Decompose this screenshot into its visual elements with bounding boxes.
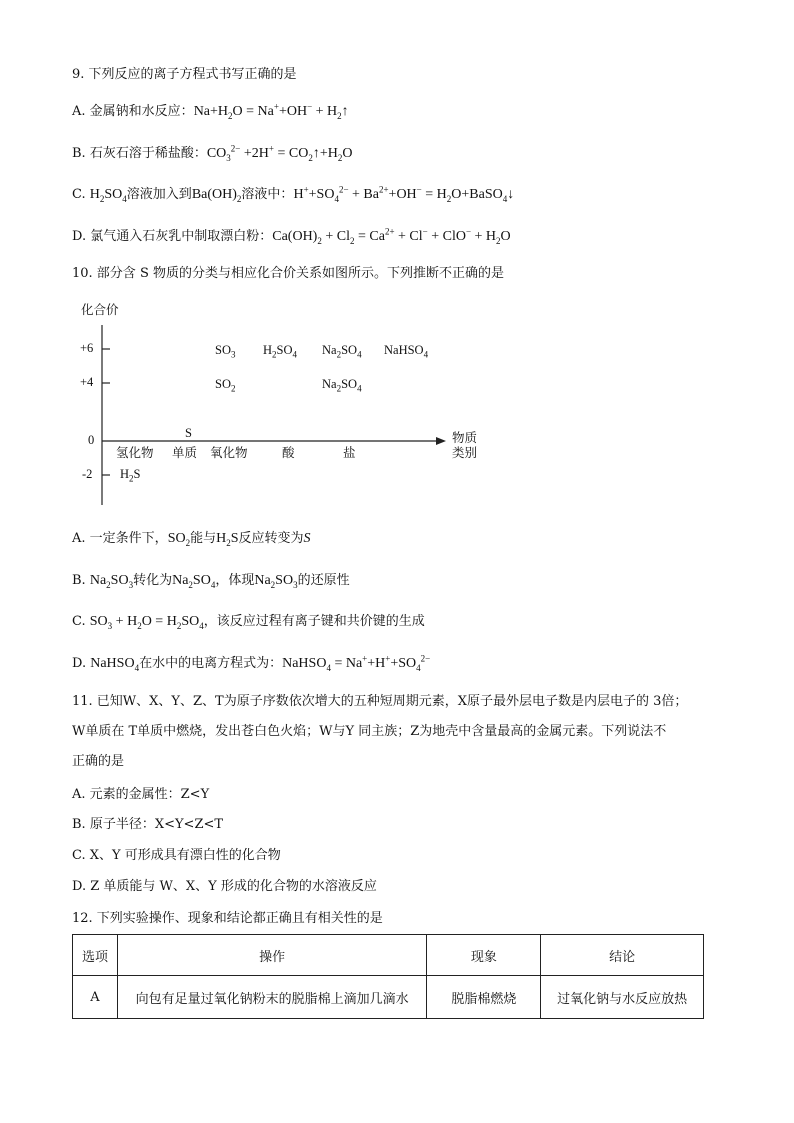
category-element: 单质: [172, 445, 198, 460]
q10-option-c-text: ，该反应过程有离子键和共价键的生成: [203, 614, 425, 629]
q10-option-a-label: A.: [72, 531, 86, 546]
q11-stem-line2: W单质在 T单质中燃烧，发出苍白色火焰；W与Y 同主族；Z为地壳中含量最高的金属元素。下列说法不: [72, 724, 667, 739]
q9-option-b-text: 石灰石溶于稀盐酸：: [89, 146, 207, 161]
table-header-row: [73, 935, 704, 976]
point-so2: $SO_2$: [215, 377, 236, 394]
x-axis-label-line1: 物质: [452, 430, 478, 445]
q9-option-a-equation: $Na+H_2O = Na^++OH^-$ + $H_2↑$: [193, 101, 349, 121]
q12-table: [72, 934, 704, 1019]
q9-option-c-label: C.: [72, 187, 86, 202]
category-hydride: 氢化物: [116, 445, 154, 460]
y-tick-plus4: +4: [80, 375, 94, 389]
category-salt: 盐: [343, 445, 356, 460]
q10-option-b-formula-1: $Na_2SO_3$: [89, 573, 134, 590]
q10-option-b-formula-3: $Na_2SO_3$: [254, 573, 298, 590]
cell-conclusion: 过氧化钠与水反应放热: [541, 976, 704, 1019]
q10-option-b-text-b: ，体现: [215, 573, 255, 588]
y-tick-minus2: -2: [82, 467, 93, 481]
q10-option-a-formula-2: $H_2S$: [216, 531, 239, 548]
q9-option-d: [72, 228, 511, 246]
q9-option-a: [72, 103, 349, 121]
q10-option-c-label: C.: [72, 614, 86, 629]
q11-option-a: A. 元素的金属性：Z<Y: [72, 787, 210, 802]
point-h2s: $H_2S$: [120, 467, 141, 484]
q9-option-b-equation: $CO_3^{2-} +2H^+$ = $CO_2↑+H_2O$: [206, 143, 353, 163]
q10-option-b-text-c: 的还原性: [297, 573, 350, 588]
q10-option-b-text-a: 转化为: [133, 573, 173, 588]
q9-option-d-equation: $Ca(OH)_2 + Cl_2 = Ca^{2+} + Cl^- + ClO^- + H_2O$: [272, 226, 511, 246]
point-na2so4-plus4: $Na_2SO_4$: [322, 377, 362, 394]
header-operation: 操作: [117, 935, 426, 976]
q9-option-d-text: 氯气通入石灰乳中制取漂白粉：: [90, 229, 273, 244]
q10-option-a-text-a: 一定条件下，: [89, 531, 168, 546]
q11-option-c: C. X、Y 可形成具有漂白性的化合物: [72, 848, 281, 863]
q9-option-c-formula-2: $Ba(OH)_2$: [191, 187, 242, 204]
q10-option-a: [72, 530, 311, 548]
y-axis-label: 化合价: [81, 302, 119, 317]
q10-option-a-formula-3: S: [303, 531, 311, 546]
q10-option-d-label: D.: [72, 656, 87, 671]
q10-option-c: [72, 613, 425, 631]
q11-stem-line3: 正确的是: [72, 754, 125, 769]
point-s: S: [185, 426, 192, 440]
q11-option-b: B. 原子半径：X<Y<Z<T: [72, 817, 224, 832]
q10-option-a-text-b: 能与: [190, 531, 217, 546]
category-acid: 酸: [282, 445, 295, 460]
q10-option-d-text: 在水中的电离方程式为：: [139, 656, 283, 671]
q9-option-c-text-a: 溶液加入到: [126, 187, 192, 202]
q10-option-b: [72, 572, 350, 590]
table-row: [73, 976, 704, 1019]
q11-option-d: D. Z 单质能与 W、X、Y 形成的化合物的水溶液反应: [72, 879, 377, 894]
x-axis-label-line2: 类别: [452, 445, 478, 460]
q10-option-b-label: B.: [72, 573, 86, 588]
y-tick-zero: 0: [88, 433, 95, 447]
cell-phenomenon: 脱脂棉燃烧: [427, 976, 541, 1019]
header-option: 选项: [73, 935, 118, 976]
header-phenomenon: 现象: [427, 935, 541, 976]
q10-option-a-formula-1: $SO_2$: [167, 531, 191, 548]
q11-stem-line1: 11. 已知W、X、Y、Z、T为原子序数依次增大的五种短周期元素，X原子最外层电子数是内层电子的 3倍；: [72, 694, 688, 709]
q9-stem: 9. 下列反应的离子方程式书写正确的是: [72, 67, 297, 82]
point-nahso4: NaHSO$_4$: [384, 343, 429, 360]
q12-stem: 12. 下列实验操作、现象和结论都正确且有相关性的是: [72, 911, 383, 926]
q10-option-d-equation: NaHSO$_4$ = $Na^++H^++SO_4^{2-}$: [282, 653, 431, 673]
cell-option: A: [73, 976, 118, 1019]
q10-option-d-formula: NaHSO$_4$: [90, 656, 140, 673]
q9-option-a-text: 金属钠和水反应：: [89, 104, 194, 119]
q9-option-c-text-b: 溶液中：: [241, 187, 294, 202]
q9-option-c-formula-1: $H_2SO_4$: [89, 187, 127, 204]
q9-option-d-label: D.: [72, 229, 87, 244]
q9-option-c-equation: $H^++SO_4^{2-} + Ba^{2+}+OH^-$ = $H_2O+BaSO_4↓$: [293, 184, 515, 204]
q10-option-d: [72, 655, 430, 673]
category-oxide: 氧化物: [210, 445, 248, 460]
q10-option-a-text-c: 反应转变为: [238, 531, 304, 546]
point-na2so4-plus6: $Na_2SO_4$: [322, 343, 362, 360]
q9-option-a-label: A.: [72, 104, 86, 119]
q9-option-b: [72, 145, 352, 163]
q10-stem: 10. 部分含 S 物质的分类与相应化合价关系如图所示。下列推断不正确的是: [72, 266, 504, 281]
header-conclusion: 结论: [541, 935, 704, 976]
q9-option-b-label: B.: [72, 146, 86, 161]
point-h2so4: $H_2SO_4$: [263, 343, 298, 360]
q10-option-b-formula-2: $Na_2SO_4$: [172, 573, 216, 590]
y-tick-plus6: +6: [80, 341, 94, 355]
point-so3: $SO_3$: [215, 343, 236, 360]
cell-operation: 向包有足量过氧化钠粉末的脱脂棉上滴加几滴水: [117, 976, 426, 1019]
q10-option-c-equation: $SO_3 + H_2O = H_2SO_4$: [89, 614, 204, 631]
q9-option-c: [72, 186, 514, 204]
